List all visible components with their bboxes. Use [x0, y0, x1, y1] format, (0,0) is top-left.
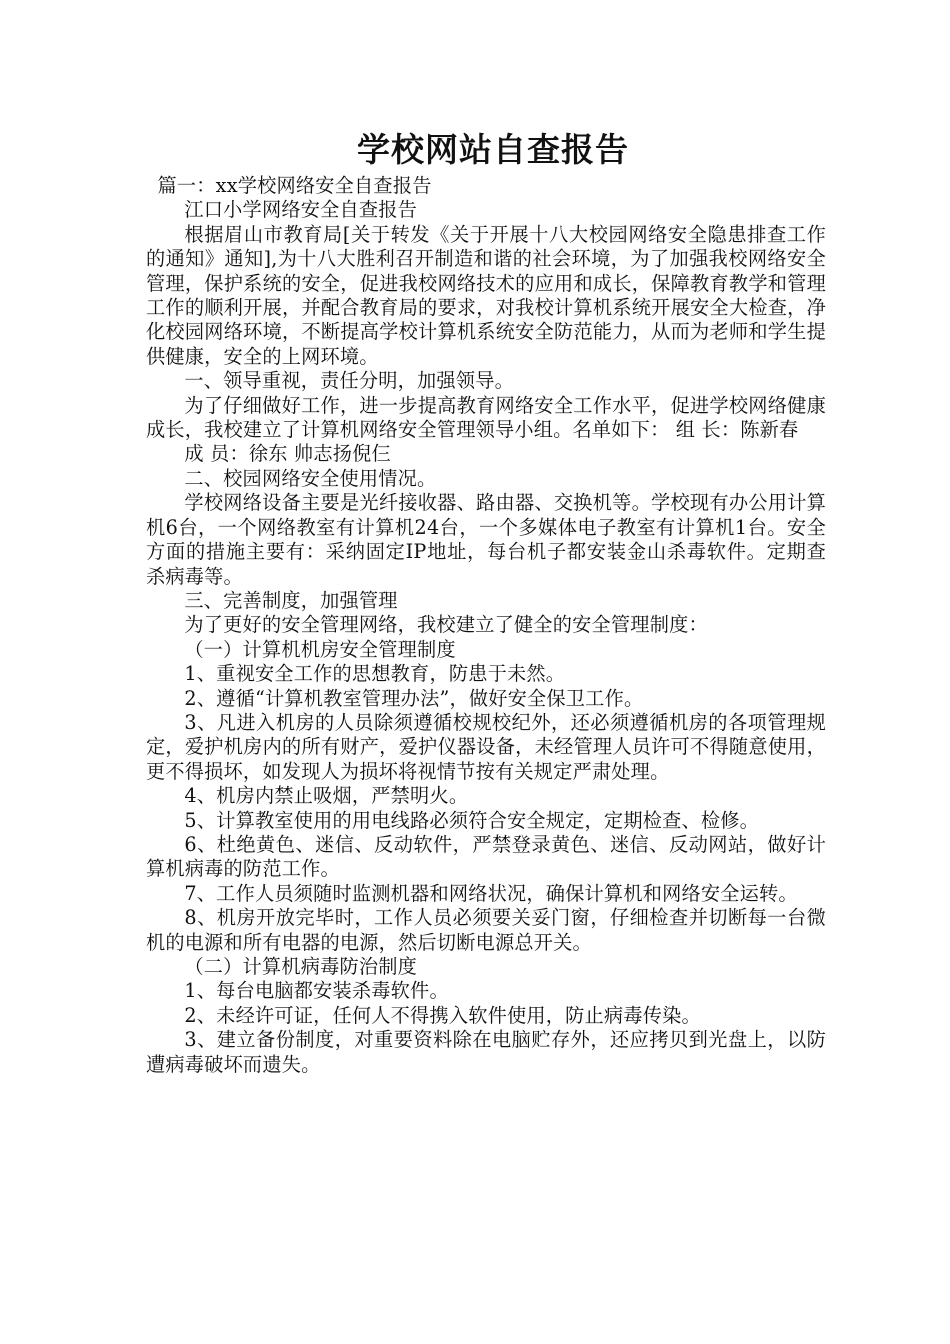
paragraph: （二）计算机病毒防治制度	[184, 955, 418, 978]
document-title: 学校网站自查报告	[357, 130, 629, 169]
paragraph: 2、未经许可证，任何人不得携入软件使用，防止病毒传染。	[184, 1003, 701, 1027]
paragraph: 二、校园网络安全使用情况。	[184, 466, 437, 490]
paragraph: 篇一：xx学校网络安全自查报告	[157, 174, 432, 197]
paragraph: 为了仔细做好工作，进一步提高教育网络安全工作水平，促进学校网络健康成长，我校建立了计算机网络安全管理领导小组。名单如下： 组 长：陈新春	[146, 393, 826, 442]
paragraph: 8、机房开放完毕时，工作人员必须要关妥门窗，仔细检查并切断每一台微机的电源和所有电器的电源，然后切断电源总开关。	[146, 906, 826, 954]
paragraph: 7、工作人员须随时监测机器和网络状况，确保计算机和网络安全运转。	[184, 881, 798, 905]
paragraph: （一）计算机机房安全管理制度	[184, 637, 456, 661]
paragraph: 江口小学网络安全自查报告	[184, 198, 418, 222]
paragraph: 1、重视安全工作的思想教育，防患于未然。	[184, 662, 566, 686]
paragraph: 4、机房内禁止吸烟，严禁明火。	[184, 784, 469, 808]
paragraph: 为了更好的安全管理网络，我校建立了健全的安全管理制度：	[184, 613, 708, 637]
paragraph: 2、遵循“计算机教室管理办法”，做好安全保卫工作。	[184, 686, 644, 710]
paragraph: 一、领导重视，责任分明，加强领导。	[184, 369, 514, 393]
paragraph: 三、完善制度，加强管理	[184, 588, 398, 612]
paragraph: 1、每台电脑都安装杀毒软件。	[184, 979, 449, 1003]
document-body	[146, 128, 826, 1077]
paragraph: 3、建立备份制度，对重要资料除在电脑贮存外，还应拷贝到光盘上，以防遭病毒破坏而遗失。	[146, 1028, 826, 1076]
paragraph: 根据眉山市教育局[关于转发《关于开展十八大校园网络安全隐患排查工作的通知》通知],为十八大胜利召开制造和谐的社会环境，为了加强我校网络安全管理，保护系统的安全，促进我校网络技术的应用和成长，保障教育教学和管理工作的顺利开展，并配合教育局的要求，对我校计算机系统开展安全大检查，净化校园网络环境，不断提高学校计算机系统安全防范能力，从而为老师和学生提供健康，安全的上网环境。	[146, 222, 826, 368]
paragraph: 5、计算教室使用的用电线路必须符合安全规定，定期检查、检修。	[184, 808, 760, 832]
paragraph: 6、杜绝黄色、迷信、反动软件，严禁登录黄色、迷信、反动网站，做好计算机病毒的防范工作。	[146, 832, 826, 881]
paragraph: 学校网络设备主要是光纤接收器、路由器、交换机等。学校现有办公用计算机6台，一个网络教室有计算机24台，一个多媒体电子教室有计算机1台。安全方面的措施主要有：采纳固定IP地址，每台机子都安装金山杀毒软件。定期查杀病毒等。	[146, 491, 826, 588]
paragraph: 3、凡进入机房的人员除须遵循校规校纪外，还必须遵循机房的各项管理规定，爱护机房内的所有财产，爱护仪器设备，未经管理人员许可不得随意使用，更不得损坏，如发现人为损坏将视情节按有关规定严肃处理。	[146, 710, 826, 783]
paragraph: 成 员：徐东 帅志扬倪仨	[184, 442, 391, 466]
paragraph-list	[146, 174, 826, 1077]
